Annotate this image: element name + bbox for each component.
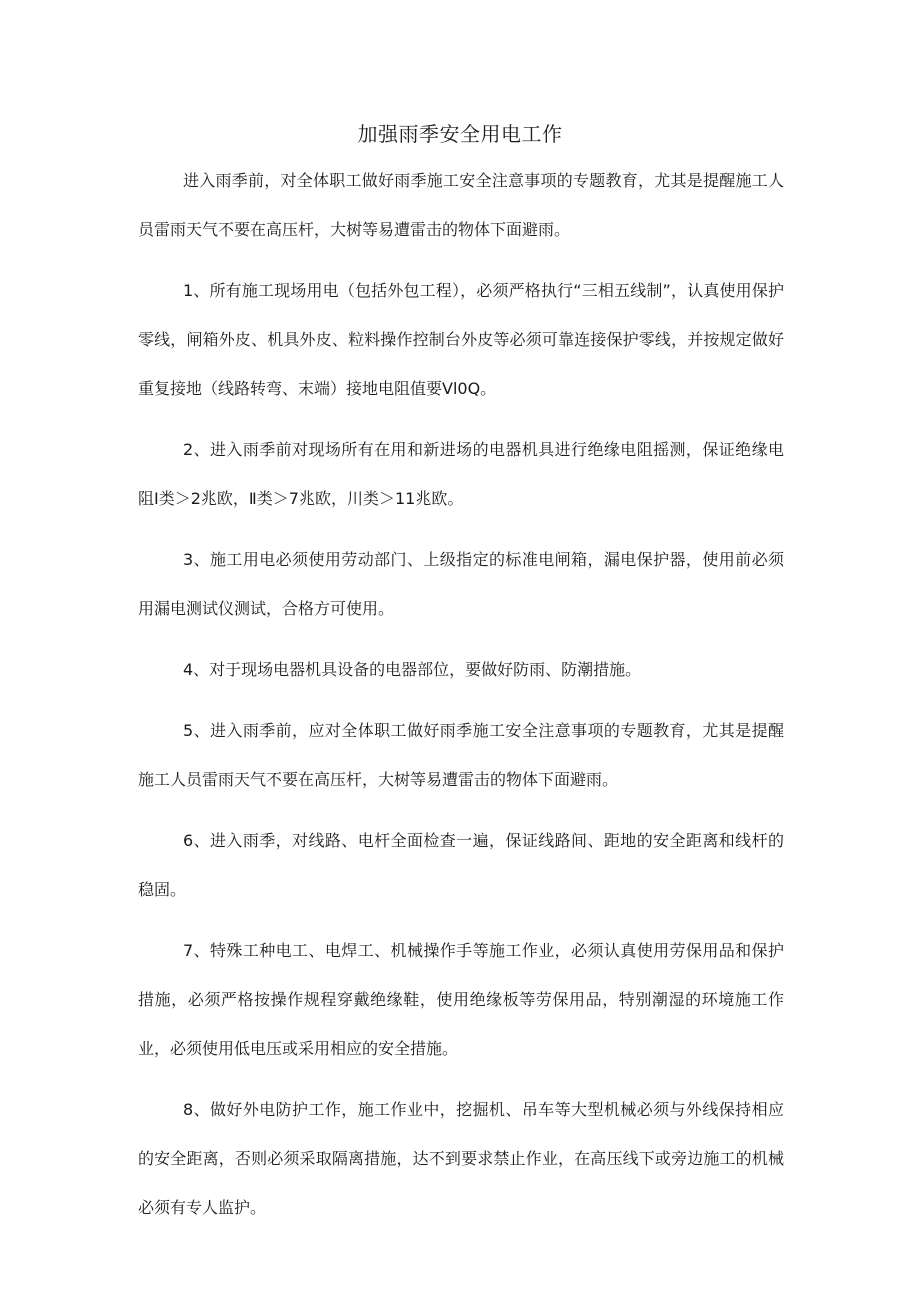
paragraph-item-1: 1、所有施工现场用电（包括外包工程），必须严格执行“三相五线制”，认真使用保护零线，闸箱外皮、机具外皮、粒料操作控制台外皮等必须可靠连接保护零线，并按规定做好重复接地（线路转弯、末端）接地电阻值要Vl0Q。 [138,281,784,398]
paragraph-item-7: 7、特殊工种电工、电焊工、机械操作手等施工作业，必须认真使用劳保用品和保护措施，必须严格按操作规程穿戴绝缘鞋，使用绝缘板等劳保用品，特别潮湿的环境施工作业，必须使用低电压或采用相应的安全措施。 [138,941,784,1058]
document-body [138,156,784,1244]
paragraph-intro: 进入雨季前，对全体职工做好雨季施工安全注意事项的专题教育，尤其是提醒施工人员雷雨天气不要在高压杆，大树等易遭雷击的物体下面避雨。 [138,171,784,239]
paragraph-item-5: 5、进入雨季前，应对全体职工做好雨季施工安全注意事项的专题教育，尤其是提醒施工人员雷雨天气不要在高压杆，大树等易遭雷击的物体下面避雨。 [138,721,784,789]
paragraph-item-6: 6、进入雨季，对线路、电杆全面检查一遍，保证线路间、距地的安全距离和线杆的稳固。 [138,831,784,899]
paragraph-item-2: 2、进入雨季前对现场所有在用和新进场的电器机具进行绝缘电阻摇测，保证绝缘电阻Ⅰ类＞2兆欧，Ⅱ类＞7兆欧，川类＞11兆欧。 [138,440,784,508]
paragraph-item-4: 4、对于现场电器机具设备的电器部位，要做好防雨、防潮措施。 [183,660,642,679]
paragraph-item-3: 3、施工用电必须使用劳动部门、上级指定的标准电闸箱，漏电保护器，使用前必须用漏电测试仪测试，合格方可使用。 [138,550,784,618]
paragraph-item-8: 8、做好外电防护工作，施工作业中，挖掘机、吊车等大型机械必须与外线保持相应的安全距离，否则必须采取隔离措施，达不到要求禁止作业，在高压线下或旁边施工的机械必须有专人监护。 [138,1100,784,1217]
document-title: 加强雨季安全用电工作 [357,122,563,146]
